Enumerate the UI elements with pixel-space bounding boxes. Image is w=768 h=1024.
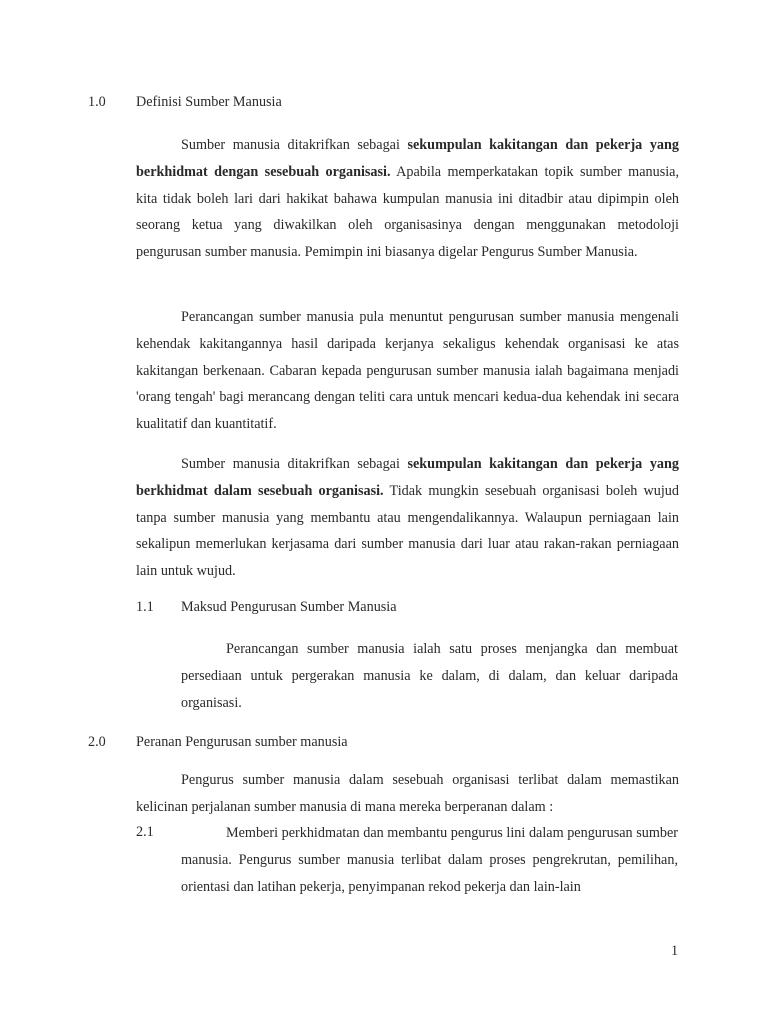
section-title: Maksud Pengurusan Sumber Manusia	[181, 599, 397, 615]
list-item-number: 2.1	[136, 824, 154, 840]
section-title: Definisi Sumber Manusia	[136, 94, 282, 110]
paragraph-roles-intro: Pengurus sumber manusia dalam sesebuah organisasi terlibat dalam memastikan kelicinan perjalanan sumber manusia di mana mereka berperanan dalam :	[136, 772, 679, 815]
paragraph-bold-definition: sekumpulan kakitangan dan pekerja yang berkhidmat dalam sesebuah organisasi.	[136, 456, 679, 499]
paragraph-definition	[136, 132, 679, 266]
section-number: 1.1	[136, 599, 154, 615]
section-title: Peranan Pengurusan sumber manusia	[136, 734, 348, 750]
paragraph-definition-2	[136, 451, 679, 585]
paragraph-hr-planning: Perancangan sumber manusia ialah satu proses menjangka dan membuat persediaan untuk pergerakan manusia ke dalam, di dalam, dan keluar daripada organisasi.	[181, 641, 678, 711]
page-number: 1	[671, 943, 679, 959]
section-number: 2.0	[88, 734, 106, 750]
paragraph-rest: Tidak mungkin sesebuah organisasi boleh wujud tanpa sumber manusia yang membantu atau mengendalikannya. Walaupun perniagaan lain sekalipun memerlukan kerjasama dari sumber manusia dari luar atau rakan-rakan perniagaan lain untuk wujud.	[136, 482, 679, 580]
paragraph-lead: Sumber manusia ditakrifkan sebagai	[181, 456, 408, 472]
paragraph-bold-definition: sekumpulan kakitangan dan pekerja yang berkhidmat dengan sesebuah organisasi.	[136, 137, 679, 180]
paragraph-planning: Perancangan sumber manusia pula menuntut pengurusan sumber manusia mengenali kehendak kakitangannya hasil daripada kerjanya sekaligus kehendak organisasi ke atas kakitangan berkenaan. Cabaran kepada pengurusan sumber manusia ialah bagaimana menjadi 'orang tengah' bagi merancang dengan teliti cara untuk mencari kedua-dua kehendak ini secara kualitatif dan kuantitatif.	[136, 309, 679, 433]
list-item-text: Memberi perkhidmatan dan membantu pengurus lini dalam pengurusan sumber manusia. Pengurus sumber manusia terlibat dalam proses pengrekrutan, pemilihan, orientasi dan latihan pekerja, penyimpanan rekod pekerja dan lain-lain	[181, 825, 678, 895]
paragraph-rest: Apabila memperkatakan topik sumber manusia, kita tidak boleh lari dari hakikat bahawa kumpulan manusia ini ditadbir atau dipimpin oleh seorang ketua yang diwakilkan oleh organisasinya dengan menggunakan metodoloji pengurusan sumber manusia. Pemimpin ini biasanya digelar Pengurus Sumber Manusia.	[136, 163, 680, 261]
section-number: 1.0	[88, 94, 106, 110]
paragraph-lead: Sumber manusia ditakrifkan sebagai	[181, 137, 408, 153]
